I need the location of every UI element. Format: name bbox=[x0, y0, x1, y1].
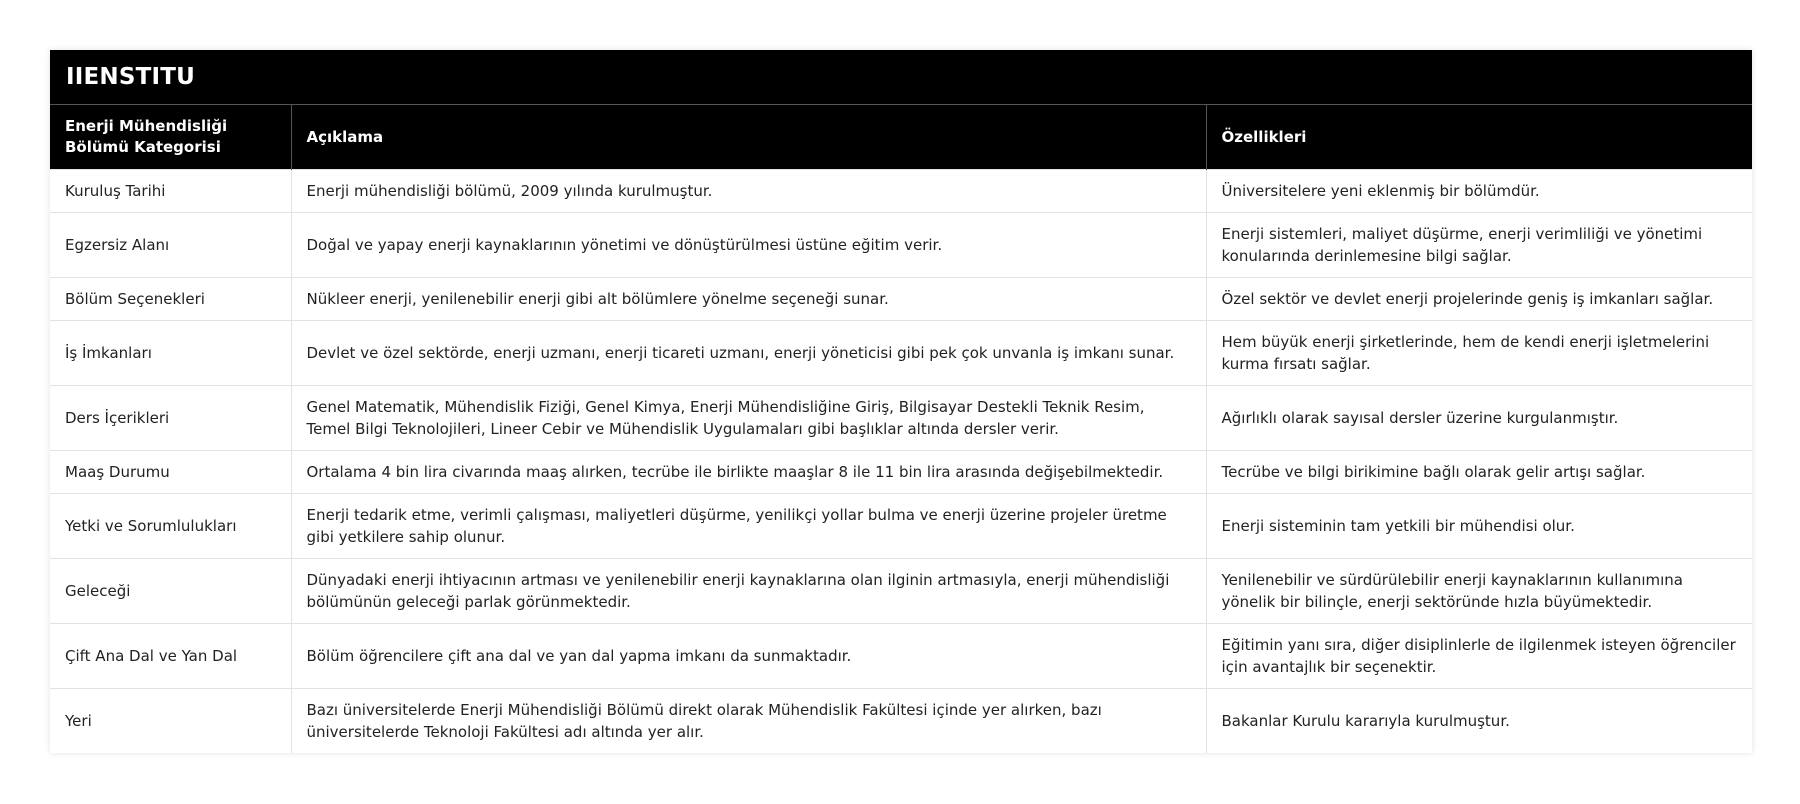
cell-feature: Yenilenebilir ve sürdürülebilir enerji kaynaklarının kullanımına yönelik bir bilinçle, enerji sektöründe hızla büyümektedir. bbox=[1206, 559, 1752, 624]
cell-category: Çift Ana Dal ve Yan Dal bbox=[50, 624, 291, 689]
table-row bbox=[50, 689, 1752, 754]
cell-category: Geleceği bbox=[50, 559, 291, 624]
cell-category: Yetki ve Sorumlulukları bbox=[50, 494, 291, 559]
cell-description: Doğal ve yapay enerji kaynaklarının yönetimi ve dönüştürülmesi üstüne eğitim verir. bbox=[291, 213, 1206, 278]
cell-description: Bölüm öğrencilere çift ana dal ve yan dal yapma imkanı da sunmaktadır. bbox=[291, 624, 1206, 689]
table-row bbox=[50, 559, 1752, 624]
table-row bbox=[50, 451, 1752, 494]
table-row bbox=[50, 321, 1752, 386]
cell-feature: Eğitimin yanı sıra, diğer disiplinlerle de ilgilenmek isteyen öğrenciler için avantajlık bir seçenektir. bbox=[1206, 624, 1752, 689]
cell-description: Devlet ve özel sektörde, enerji uzmanı, enerji ticareti uzmanı, enerji yöneticisi gibi pek çok unvanla iş imkanı sunar. bbox=[291, 321, 1206, 386]
cell-category: Bölüm Seçenekleri bbox=[50, 278, 291, 321]
table-row bbox=[50, 494, 1752, 559]
cell-feature: Üniversitelere yeni eklenmiş bir bölümdür. bbox=[1206, 170, 1752, 213]
cell-feature: Hem büyük enerji şirketlerinde, hem de kendi enerji işletmelerini kurma fırsatı sağlar. bbox=[1206, 321, 1752, 386]
cell-description: Genel Matematik, Mühendislik Fiziği, Genel Kimya, Enerji Mühendisliğine Giriş, Bilgisayar Destekli Teknik Resim, Temel Bilgi Teknolojileri, Lineer Cebir ve Mühendislik Uygulamaları gibi başlıklar altında dersler verir. bbox=[291, 386, 1206, 451]
cell-description: Dünyadaki enerji ihtiyacının artması ve yenilenebilir enerji kaynaklarına olan ilginin artmasıyla, enerji mühendisliği bölümünün geleceği parlak görünmektedir. bbox=[291, 559, 1206, 624]
header-description: Açıklama bbox=[291, 105, 1206, 170]
cell-feature: Bakanlar Kurulu kararıyla kurulmuştur. bbox=[1206, 689, 1752, 754]
table-header-row bbox=[50, 105, 1752, 170]
cell-category: Yeri bbox=[50, 689, 291, 754]
info-table bbox=[50, 105, 1752, 753]
cell-category: Maaş Durumu bbox=[50, 451, 291, 494]
table-row bbox=[50, 386, 1752, 451]
table-row bbox=[50, 170, 1752, 213]
header-category: Enerji Mühendisliği Bölümü Kategorisi bbox=[50, 105, 291, 170]
header-features: Özellikleri bbox=[1206, 105, 1752, 170]
cell-category: İş İmkanları bbox=[50, 321, 291, 386]
table-row bbox=[50, 624, 1752, 689]
cell-feature: Tecrübe ve bilgi birikimine bağlı olarak gelir artışı sağlar. bbox=[1206, 451, 1752, 494]
cell-feature: Özel sektör ve devlet enerji projelerinde geniş iş imkanları sağlar. bbox=[1206, 278, 1752, 321]
brand-title: IIENSTITU bbox=[50, 50, 1752, 105]
cell-feature: Enerji sisteminin tam yetkili bir mühendisi olur. bbox=[1206, 494, 1752, 559]
cell-category: Ders İçerikleri bbox=[50, 386, 291, 451]
cell-description: Enerji tedarik etme, verimli çalışması, maliyetleri düşürme, yenilikçi yollar bulma ve enerji üzerine projeler üretme gibi yetkilere sahip olunur. bbox=[291, 494, 1206, 559]
cell-feature: Enerji sistemleri, maliyet düşürme, enerji verimliliği ve yönetimi konularında derinlemesine bilgi sağlar. bbox=[1206, 213, 1752, 278]
cell-description: Enerji mühendisliği bölümü, 2009 yılında kurulmuştur. bbox=[291, 170, 1206, 213]
cell-feature: Ağırlıklı olarak sayısal dersler üzerine kurgulanmıştır. bbox=[1206, 386, 1752, 451]
table-row bbox=[50, 278, 1752, 321]
cell-description: Nükleer enerji, yenilenebilir enerji gibi alt bölümlere yönelme seçeneği sunar. bbox=[291, 278, 1206, 321]
info-table-card bbox=[50, 50, 1752, 753]
cell-category: Kuruluş Tarihi bbox=[50, 170, 291, 213]
table-row bbox=[50, 213, 1752, 278]
cell-description: Ortalama 4 bin lira civarında maaş alırken, tecrübe ile birlikte maaşlar 8 ile 11 bin lira arasında değişebilmektedir. bbox=[291, 451, 1206, 494]
cell-description: Bazı üniversitelerde Enerji Mühendisliği Bölümü direkt olarak Mühendislik Fakültesi içinde yer alırken, bazı üniversitelerde Teknoloji Fakültesi adı altında yer alır. bbox=[291, 689, 1206, 754]
cell-category: Egzersiz Alanı bbox=[50, 213, 291, 278]
